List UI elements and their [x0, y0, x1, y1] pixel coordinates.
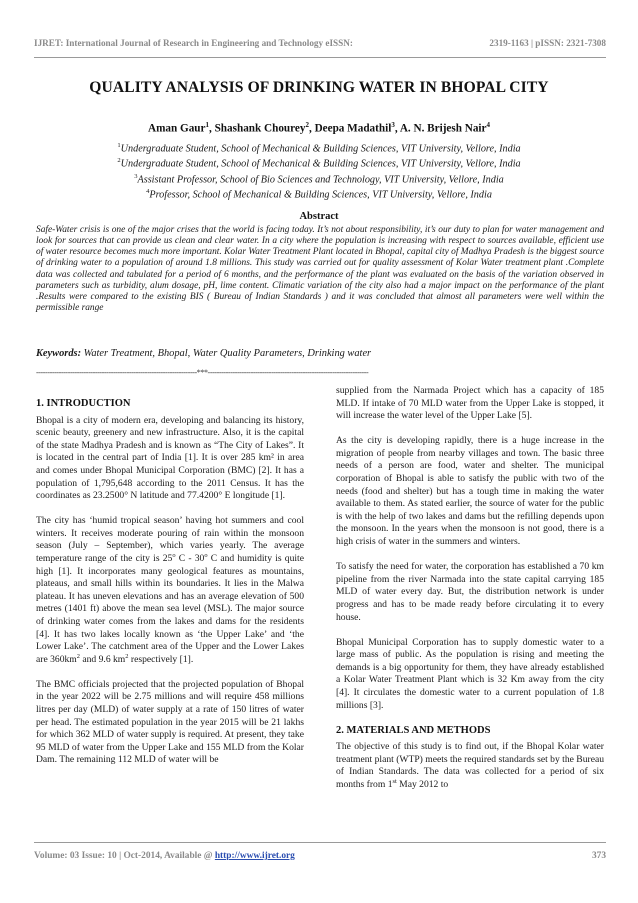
- keywords-label: Keywords:: [36, 348, 82, 359]
- journal-header: [34, 38, 606, 48]
- journal-link[interactable]: http://www.ijret.org: [214, 851, 295, 861]
- journal-issn: 2319-1163 | pISSN: 2321-7308: [489, 38, 606, 48]
- paragraph: supplied from the Narmada Project which has a capacity of 185 MLD. If intake of 70 MLD water from the Upper Lake is stopped, it will increase the water level of the Upper Lake [5].: [336, 385, 604, 422]
- affiliation: $^4$Professor, School of Mechanical & Building Sciences, VIT University, Vellore, India: [146, 188, 492, 201]
- section-heading: 2. MATERIALS AND METHODS: [336, 724, 491, 736]
- affiliation: $^1$Undergraduate Student, School of Mechanical & Building Sciences, VIT University, Vellore, India: [117, 142, 521, 155]
- abstract-heading: Abstract: [299, 211, 339, 222]
- section-separator: -----------------------------------------------------------------------***-----------------------------------------------------------------------: [36, 368, 369, 377]
- paragraph: The BMC officials projected that the projected population of Bhopal in the year 2022 will be 2.75 millions and will require 458 millions litres per day (MLD) of water supply at a rate of 150 litres of water per head. The estimated population in the year 2015 will be 21 lakhs for which 362 MLD of water supply is required. At present, they take 95 MLD of water from the Upper Lake and 155 MLD from the Kolar Dam. The remaining 112 MLD of water will be: [36, 678, 304, 766]
- affiliation: $^3$Assistant Professor, School of Bio Sciences and Technology, VIT University, Vellore, India: [134, 172, 504, 186]
- paragraph: The city has ‘humid tropical season’ having hot summers and cool winters. It receives moderate pouring of rain within the monsoon season (July – September), which varies yearly. The average temperature range of the city is 25$^o$ C - 30$^o$ C and humidity is quite high [1]. It incorporates many geological features as mountains, plateaus, and small hills within its boundaries. It lies in the Malwa plateau. It has uneven elevations and has an average elevation of 500 metres (1401 ft) above the mean sea level (MSL). The major source of drinking water comes from the lakes and dams for the residents [4]. It has two lakes locally known as ‘the Upper Lake’ and ‘the Lower Lake’. The catchment area of the Upper and the Lower Lakes are $360km^2$ and 9.6 $km^2$ respectively [1].: [36, 515, 304, 665]
- right-column: [336, 385, 604, 804]
- abstract-text: Safe-Water crisis is one of the major crises that the world is facing today. It’s not about responsibility, it’s our duty to plan for water management and look for sources that can provide us clean and clear water. In a city where the population is increasing with respect to sources available, efficient use of water resource becomes much more important. Kolar Water Treatment Plant located in Bhopal, capital city of Madhya Pradesh is the biggest source of drinking water to a population of around 1.8 millions. This study was carried out for quality assessment of Kolar Water treatment plant .Complete data was collected and tabulated for a period of 6 months, and the performance of the plant was evaluated on the basis of the variation observed in parameters such as turbidity, alum dosage, pH, lime content. Climatic variation of the city also had a major impact on the performance of the plant .Results were compared to the existing BIS ( Bureau of Indian Standards ) and it was concluded that almost all parameters were well within the permissible range: [36, 225, 604, 314]
- author-list: Aman Gaur$^1$, Shashank Chourey$^2$, Deepa Madathil$^3$, A. N. Brijesh Nair$^4$: [147, 121, 491, 135]
- author-sup: 4: [486, 121, 491, 129]
- paper-title: QUALITY ANALYSIS OF DRINKING WATER IN BHOPAL CITY: [89, 79, 549, 96]
- journal-name: IJRET: International Journal of Research in Engineering and Technology eISSN:: [34, 38, 353, 48]
- paragraph: To satisfy the need for water, the corporation has established a 70 km pipeline from the river Narmada into the state capital carrying 185 MLD of water every day. But, the distribution network is under progress and has to be made ready before circulating it to every house.: [336, 561, 604, 623]
- section-heading: 1. INTRODUCTION: [36, 398, 131, 409]
- author-sup: 1: [205, 121, 209, 129]
- paragraph: As the city is developing rapidly, there is a huge increase in the migration of people from nearby villages and town. The basic three needs of a person are food, water and shelter. The municipal corporation of Bhopal is able to satisfy the public with two of the needs (food and shelter) but has a tough time in making the water available to them. As stated earlier, the source of water for the public is with the help of two lakes and dams but the refilling depends upon the monsoon. In the years when the monsoon is not good, there is a high crisis of water in the summers and winters.: [336, 435, 604, 548]
- author-sup: 3: [391, 121, 395, 129]
- paragraph: Bhopal Municipal Corporation has to supply domestic water to a large mass of public. As the population is rising and meeting the demands is a big opportunity for them, they have already established a Kolar Water Treatment Plant which is 32 Km away from the city [4]. It circulates the domestic water to a current population of 1.8 millions [3].: [336, 636, 604, 711]
- author-name: Shashank Chourey: [214, 122, 306, 135]
- affiliation-list: [0, 140, 638, 202]
- author-name: Deepa Madathil: [314, 122, 392, 135]
- footer-rule: [34, 842, 606, 843]
- paragraph: The objective of this study is to find out, if the Bhopal Kolar water treatment plant (WTP) meets the required standards set by the Bureau of Indian Standards. The data was collected for a period of six months from 1st May 2012 to: [336, 741, 605, 791]
- affiliation: $^2$Undergraduate Student, School of Mechanical & Building Sciences, VIT University, Vellore, India: [117, 157, 521, 170]
- author-name: Aman Gaur: [147, 122, 206, 135]
- paragraph: Bhopal is a city of modern era, developing and balancing its history, scenic beauty, greenery and new infrastructure. Also, it is the capital of the state Madhya Pradesh and is known as “The City of Lakes”. It is located in the central part of India [1]. It is over 285 km² in area and comes under Bhopal Municipal Corporation (BMC) [2]. It has a population of 1,795,648 according to the 2011 Census. It has the coordinates as 23.2500° N latitude and 77.4200° E longitude [1].: [36, 414, 304, 502]
- page-footer: [34, 851, 606, 861]
- keywords: [36, 348, 604, 359]
- keywords-text: Water Treatment, Bhopal, Water Quality Parameters, Drinking water: [83, 348, 372, 359]
- footer-volume: Volume: 03 Issue: 10 | Oct-2014, Available @: [34, 851, 215, 861]
- author-name: A. N. Brijesh Nair: [399, 122, 487, 135]
- header-rule: [34, 57, 606, 58]
- left-column: [36, 398, 304, 780]
- page-number: 373: [591, 851, 606, 861]
- author-sup: 2: [305, 121, 309, 129]
